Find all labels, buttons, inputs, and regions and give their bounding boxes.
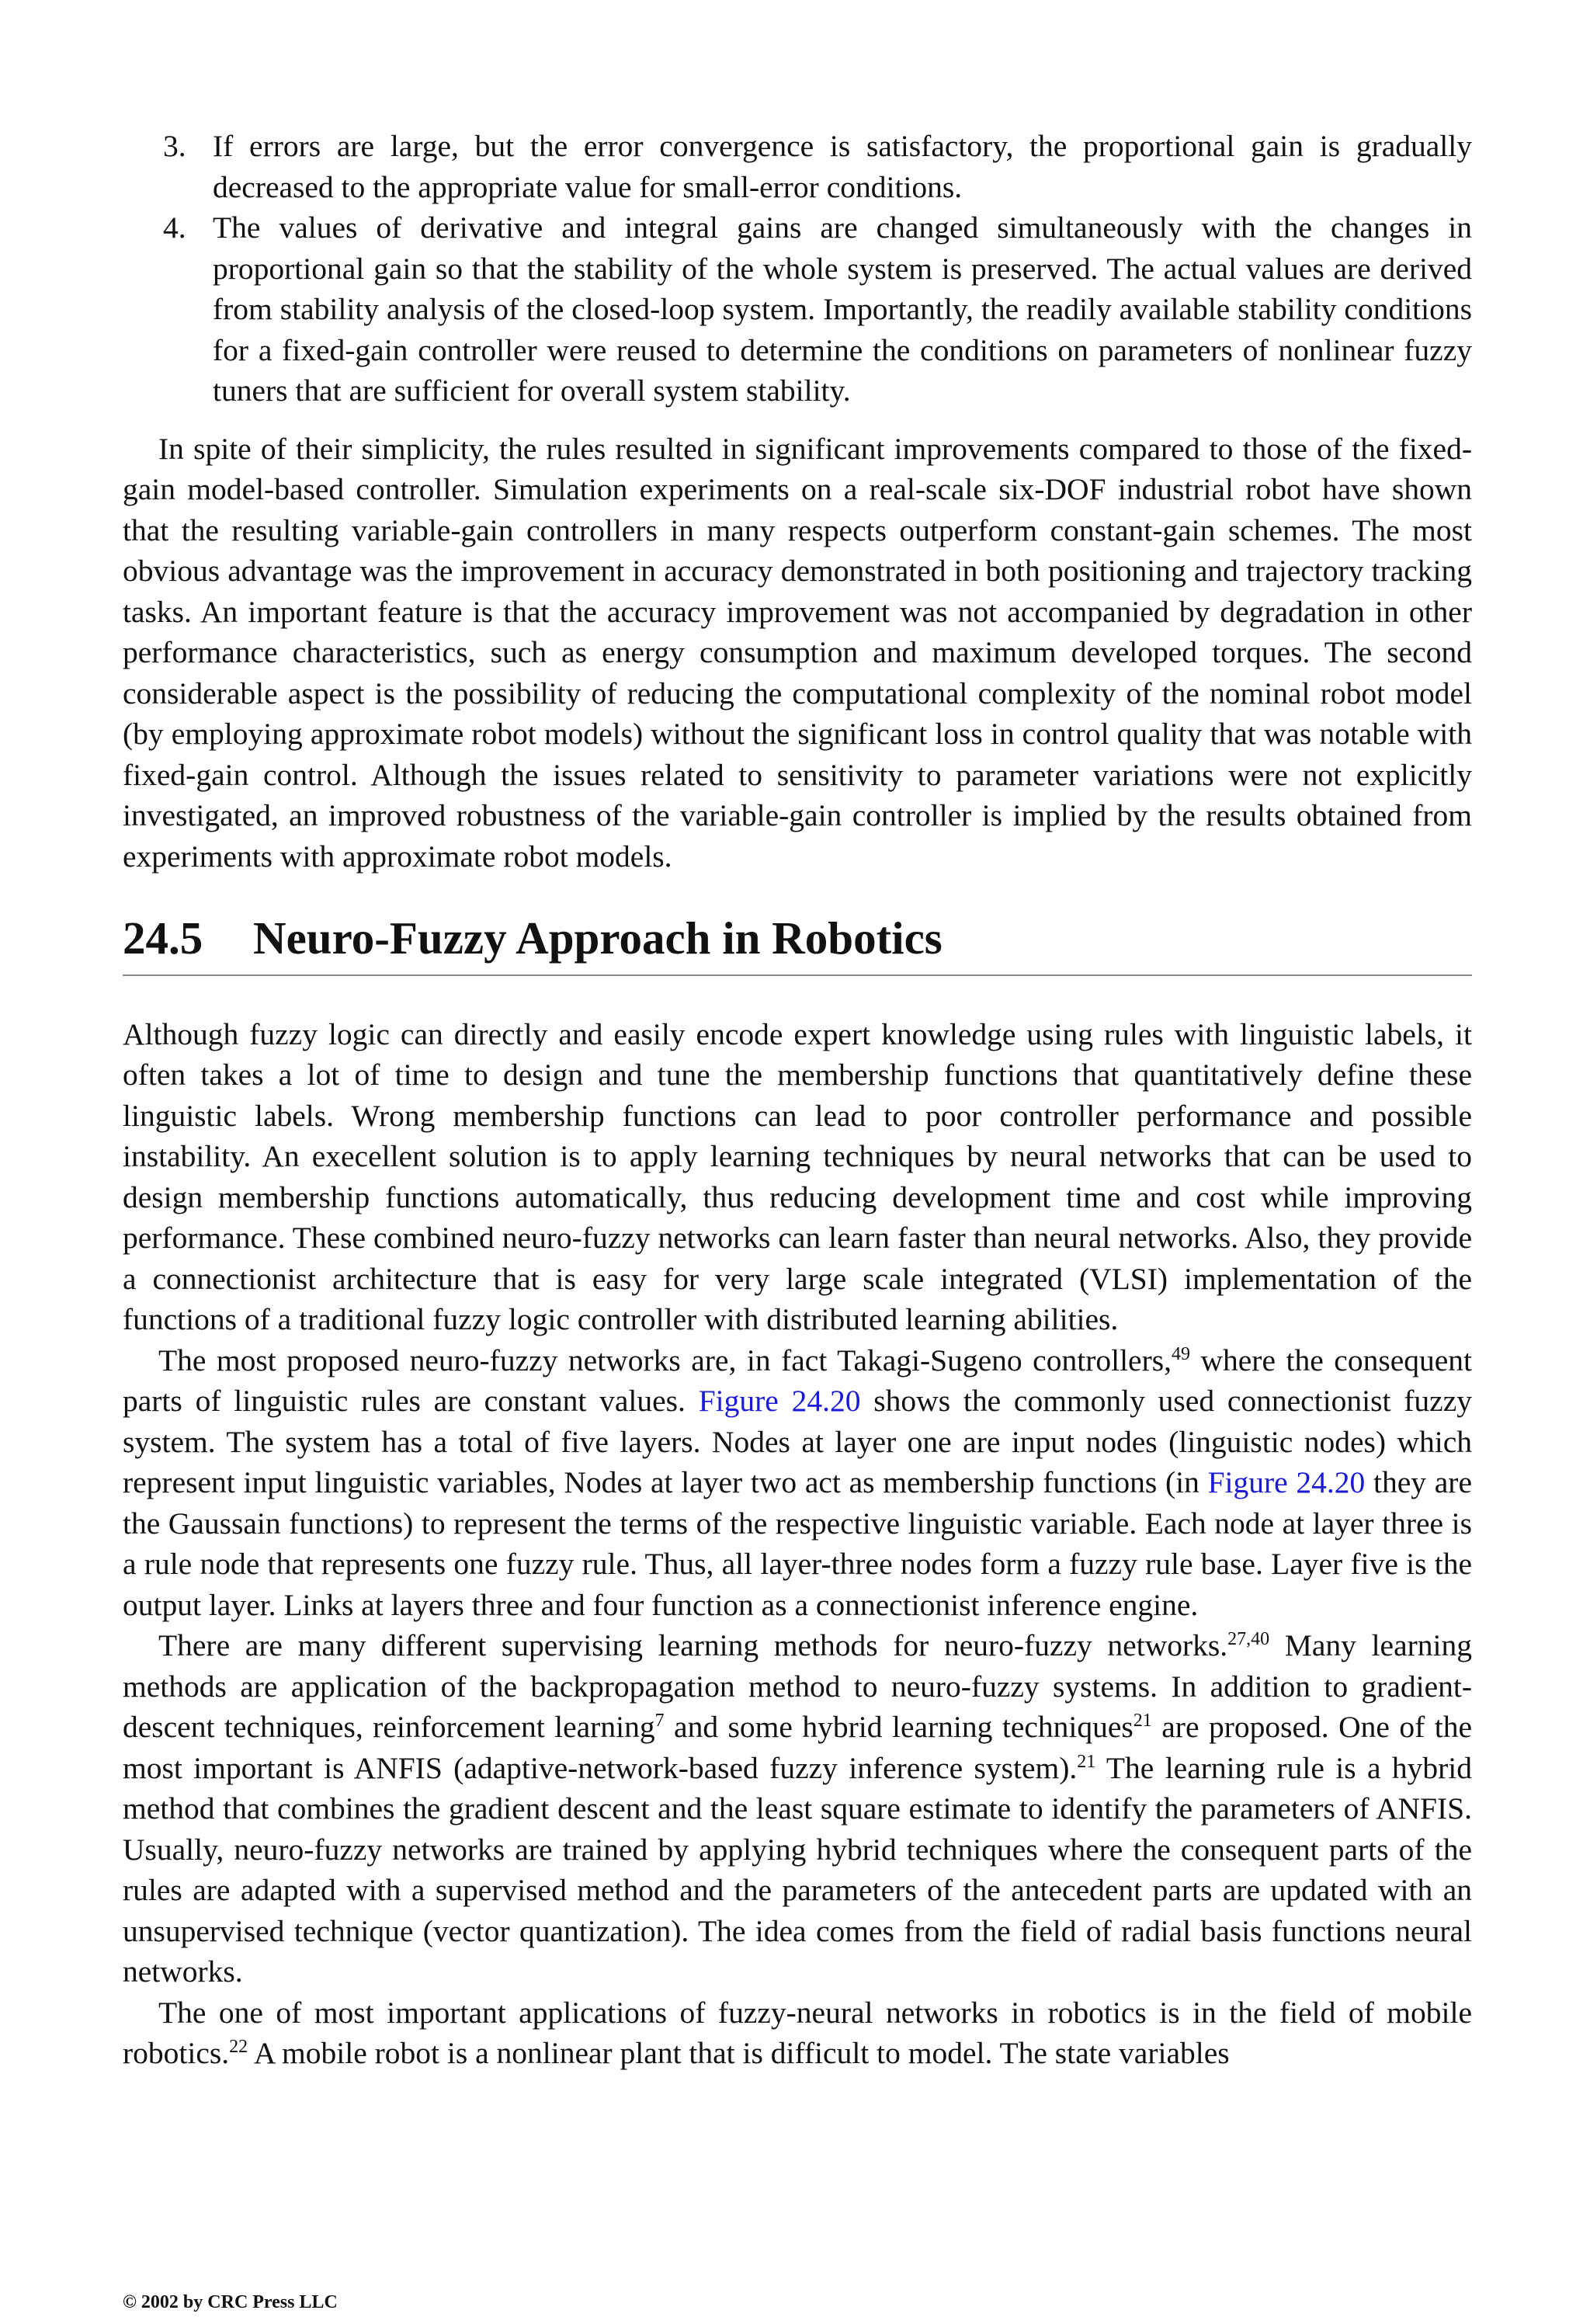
text-run: The most proposed neuro-fuzzy networks are, in fact Takagi-Sugeno controllers,	[158, 1343, 1172, 1377]
list-item	[123, 207, 1472, 412]
figure-link[interactable]: Figure 24.20	[698, 1384, 861, 1419]
text-run: they are the Gaussain functions) to represent the terms of the respective linguistic variable. Each node at layer three is a rule node that represents one fuzzy rule. Thus, all layer-three nodes form a fuzzy rule base. Layer five is the output layer. Links at layers three and four function as a connectionist inference engine.	[123, 1465, 1472, 1622]
paragraph-takagi-sugeno	[123, 1340, 1472, 1626]
text-run: and some hybrid learning techniques	[664, 1710, 1133, 1745]
citation-ref[interactable]: 21	[1077, 1751, 1096, 1772]
list-item-number: 3.	[163, 129, 186, 163]
citation-ref[interactable]: 27,40	[1227, 1629, 1270, 1650]
citation-ref[interactable]: 21	[1133, 1711, 1152, 1732]
list-item-text: If errors are large, but the error convergence is satisfactory, the proportional gain is gradually decreased to the appropriate value for small-error conditions.	[213, 129, 1472, 204]
list-item-number: 4.	[163, 210, 186, 245]
paragraph-learning-methods	[123, 1625, 1472, 1992]
section-heading	[123, 909, 1472, 976]
text-run: A mobile robot is a nonlinear plant that is difficult to model. The state variables	[248, 2036, 1230, 2071]
section-title: Neuro-Fuzzy Approach in Robotics	[253, 912, 943, 964]
list-item-text: The values of derivative and integral gains are changed simultaneously with the changes in proportional gain so that the stability of the whole system is preserved. The actual values are derived from stability analysis of the closed-loop system. Importantly, the readily available stability conditions for a fixed-gain controller were reused to determine the conditions on parameters of nonlinear fuzzy tuners that are sufficient for overall system stability.	[213, 210, 1472, 408]
text-run: are proposed. One of the most important is ANFIS (adaptive-network-based fuzzy inference system).	[123, 1710, 1473, 1785]
paragraph-neuro-fuzzy-intro: Although fuzzy logic can directly and easily encode expert knowledge using rules with linguistic labels, it often takes a lot of time to design and tune the membership functions that quantitatively define these linguistic labels. Wrong membership functions can lead to poor controller performance and possible instability. An execellent solution is to apply learning techniques by neural networks that can be used to design membership functions automatically, thus reducing development time and cost while improving performance. These combined neuro-fuzzy networks can learn faster than neural networks. Also, they provide a connectionist architecture that is easy for very large scale integrated (VLSI) implementation of the functions of a traditional fuzzy logic controller with distributed learning abilities.	[123, 1016, 1472, 1337]
text-run: where the consequent parts of linguistic rules are constant values.	[123, 1343, 1472, 1419]
numbered-list	[123, 126, 1472, 412]
paragraph-mobile-robotics	[123, 1992, 1472, 2074]
list-item	[123, 126, 1472, 207]
copyright-footer: © 2002 by CRC Press LLC	[123, 2292, 338, 2312]
paragraph-fixed-gain-comparison: In spite of their simplicity, the rules resulted in significant improvements compared to those of the fixed-gain model-based controller. Simulation experiments on a real-scale six-DOF industrial robot have shown that the resulting variable-gain controllers in many respects outperform constant-gain schemes. The most obvious advantage was the improvement in accuracy demonstrated in both positioning and trajectory tracking tasks. An important feature is that the accuracy improvement was not accompanied by degradation in other performance characteristics, such as energy consumption and maximum developed torques. The second considerable aspect is the possibility of reducing the computational complexity of the nominal robot model (by employing approximate robot models) without the significant loss in control quality that was notable with fixed-gain control. Although the issues related to sensitivity to parameter variations were not explicitly investigated, an improved robustness of the variable-gain controller is implied by the results obtained from experiments with approximate robot models.	[123, 431, 1472, 874]
figure-link[interactable]: Figure 24.20	[1207, 1465, 1366, 1500]
page-content	[123, 126, 1472, 2074]
text-run: The learning rule is a hybrid method that combines the gradient descent and the least square estimate to identify the parameters of ANFIS. Usually, neuro-fuzzy networks are trained by applying hybrid techniques where the consequent parts of the rules are adapted with a supervised method and the parameters of the antecedent parts are updated with an unsupervised technique (vector quantization). The idea comes from the field of radial basis functions neural networks.	[123, 1750, 1472, 1989]
citation-ref[interactable]: 49	[1171, 1343, 1190, 1364]
text-run: The one of most important applications of fuzzy-neural networks in robotics is in the field of mobile robotics.	[123, 1995, 1472, 2071]
text-run: Many learning methods are application of the backpropagation method to neuro-fuzzy systems. In addition to gradient-descent techniques, reinforcement learning	[123, 1628, 1472, 1745]
citation-ref[interactable]: 22	[229, 2037, 248, 2058]
section-number: 24.5	[123, 912, 203, 964]
citation-ref[interactable]: 7	[654, 1711, 665, 1732]
text-run: There are many different supervising learning methods for neuro-fuzzy networks.	[158, 1628, 1228, 1663]
text-run: shows the commonly used connectionist fuzzy system. The system has a total of five layers. Nodes at layer one are input nodes (linguistic nodes) which represent input linguistic variables, Nodes at layer two act as membership functions (in	[123, 1384, 1473, 1500]
